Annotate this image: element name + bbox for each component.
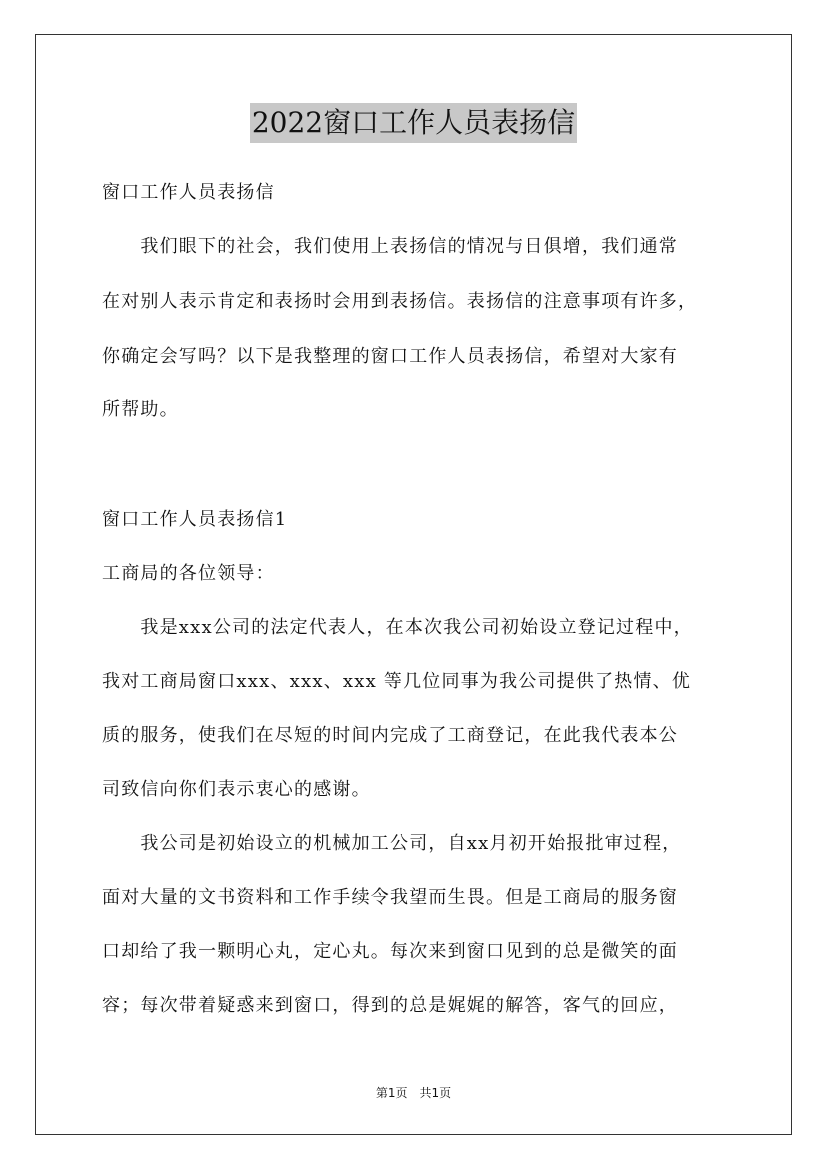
salutation-line: 工商局的各位领导： (102, 563, 275, 584)
paragraph-line: 我是xxx公司的法定代表人，在本次我公司初始设立登记过程中， (102, 617, 693, 638)
paragraph-line: 在对别人表示肯定和表扬时会用到表扬信。表扬信的注意事项有许多， (102, 291, 698, 312)
paragraph-line: 口却给了我一颗明心丸，定心丸。每次来到窗口见到的总是微笑的面 (102, 941, 678, 962)
document-title: 2022窗口工作人员表扬信 (250, 103, 577, 143)
subtitle-line: 窗口工作人员表扬信 (102, 182, 275, 203)
paragraph-line: 质的服务，使我们在尽短的时间内完成了工商登记，在此我代表本公 (102, 725, 678, 746)
paragraph-line: 你确定会写吗？以下是我整理的窗口工作人员表扬信，希望对大家有 (102, 346, 678, 367)
paragraph-line: 面对大量的文书资料和工作手续令我望而生畏。但是工商局的服务窗 (102, 887, 678, 908)
paragraph-line: 我们眼下的社会，我们使用上表扬信的情况与日俱增，我们通常 (102, 236, 678, 257)
section-heading: 窗口工作人员表扬信1 (102, 509, 288, 530)
paragraph-line: 我公司是初始设立的机械加工公司，自xx月初开始报批审过程， (102, 833, 682, 854)
paragraph-line: 我对工商局窗口xxx、xxx、xxx 等几位同事为我公司提供了热情、优 (102, 671, 692, 692)
paragraph-line: 所帮助。 (102, 399, 179, 420)
paragraph-line: 司致信向你们表示衷心的感谢。 (102, 779, 371, 800)
page-footer: 第1页 共1页 (375, 1086, 452, 1100)
title-container (0, 103, 827, 143)
paragraph-line: 容；每次带着疑惑来到窗口，得到的总是娓娓的解答，客气的回应， (102, 995, 678, 1016)
